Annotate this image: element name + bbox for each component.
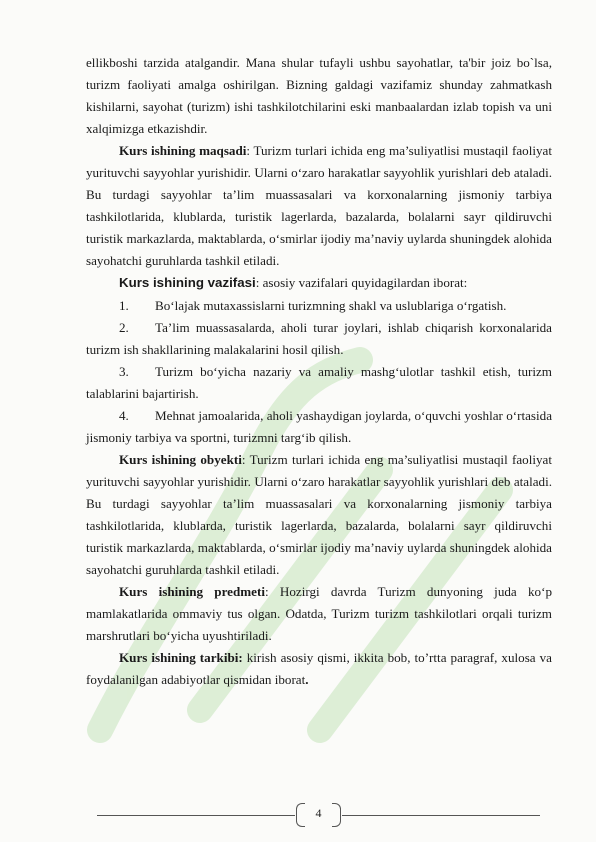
task-item-2 — [86, 317, 552, 361]
footer-rule-right — [342, 815, 540, 816]
page-footer — [97, 800, 540, 830]
task-item-3 — [86, 361, 552, 405]
task-number: 2. — [119, 319, 129, 335]
tasks-intro-text: : asosiy vazifalari quyidagilardan iborat: — [255, 275, 468, 291]
goal-text: : Turizm turlari ichida eng ma’suliyatlisi mustaqil faoliyat yurituvchi sayyohlar yurishidir. Ularni o‘zaro harakatlar sayyohlik yurishlari deb ataladi. Bu turdagi sayyohlar ta’lim muassasalari va korxonalarning jismoniy tarbiya tashkilotlarida, klublarda, turistik lagerlarda, bazalarda, bolalarni sayr qildiruvchi turistik markazlarda, maktablarda, o‘smirlar ijodiy ma’naviy uylarda shuningdek alohida sayohatchi guruhlarda tashkil etiladi. — [86, 143, 552, 269]
paragraph-object — [86, 449, 552, 581]
structure-end: . — [305, 672, 309, 688]
paragraph-tasks — [86, 272, 552, 294]
structure-text: kirish asosiy qismi, ikkita bob, to’rtta paragraf, xulosa va foydalanilgan adabiyotlar qismidan iborat — [86, 650, 552, 688]
paragraph-goal — [86, 140, 552, 272]
task-text: Turizm bo‘yicha nazariy va amaliy mashg‘ulotlar tashkil etish, turizm talablarini bajartirish. — [86, 363, 552, 401]
paragraph-subject — [86, 581, 552, 647]
goal-label: Kurs ishining maqsadi — [119, 143, 247, 159]
structure-label: Kurs ishining tarkibi: — [119, 650, 243, 666]
task-text: Bo‘lajak mutaxassislarni turizmning shakl va uslublariga o‘rgatish. — [155, 297, 507, 313]
task-item-4 — [86, 405, 552, 449]
task-text: Ta’lim muassasalarda, aholi turar joylari, ishlab chiqarish korxonalarida turizm ish shakllarining malakalarini hosil qilish. — [86, 319, 552, 357]
object-text: : Turizm turlari ichida eng ma’suliyatlisi mustaqil faoliyat yurituvchi sayyohlar yurishidir. Ularni o‘zaro harakatlar sayyohlik yurishlari deb ataladi. Bu turdagi sayyohlar ta’lim muassasalari va korxonalarning jismoniy tarbiya tashkilotlarida, klublarda, turistik lagerlarda, bazalarda, bolalarni sayr qildiruvchi turistik markazlarda, maktablarda, o‘smirlar ijodiy ma’naviy uylarda shuningdek alohida sayohatchi guruhlarda tashkil etiladi. — [86, 451, 552, 578]
page-number: 4 — [315, 806, 322, 820]
subject-text: : Hozirgi davrda Turizm dunyoning juda ko‘p mamlakatlarida ommaviy tus olgan. Odatda, Turizm turizm tashkilotlari orqali turizm marshrutlari bo‘yicha uyushtiriladi. — [86, 584, 552, 644]
subject-label: Kurs ishining predmeti — [119, 584, 265, 600]
task-number: 4. — [119, 407, 129, 423]
task-text: Mehnat jamoalarida, aholi yashaydigan joylarda, o‘quvchi yoshlar o‘rtasida jismoniy tarbiya va sportni, turizmni targ‘ib qilish. — [86, 407, 552, 445]
footer-rule-left — [97, 815, 295, 816]
paragraph-intro: ellikboshi tarzida atalgandir. Mana shular tufayli ushbu sayohatlar, ta'bir joiz bo`lsa, turizm faoliyati amalga oshirilgan. Bizning galdagi vazifamiz shunday zahmatkash kishilarni, sayohat (turizm) ishi tashkilotchilarini eski manbaalardan izlab topish va uni xalqimizga etkazishdir. — [86, 55, 552, 137]
task-item-1 — [86, 295, 552, 317]
footer-bracket-right — [332, 803, 341, 827]
task-number: 3. — [119, 363, 129, 379]
tasks-label: Kurs ishining vazifasi — [119, 275, 256, 291]
body-text — [86, 52, 552, 691]
task-number: 1. — [119, 297, 129, 313]
paragraph-structure — [86, 647, 552, 691]
object-label: Kurs ishining obyekti — [119, 451, 242, 467]
